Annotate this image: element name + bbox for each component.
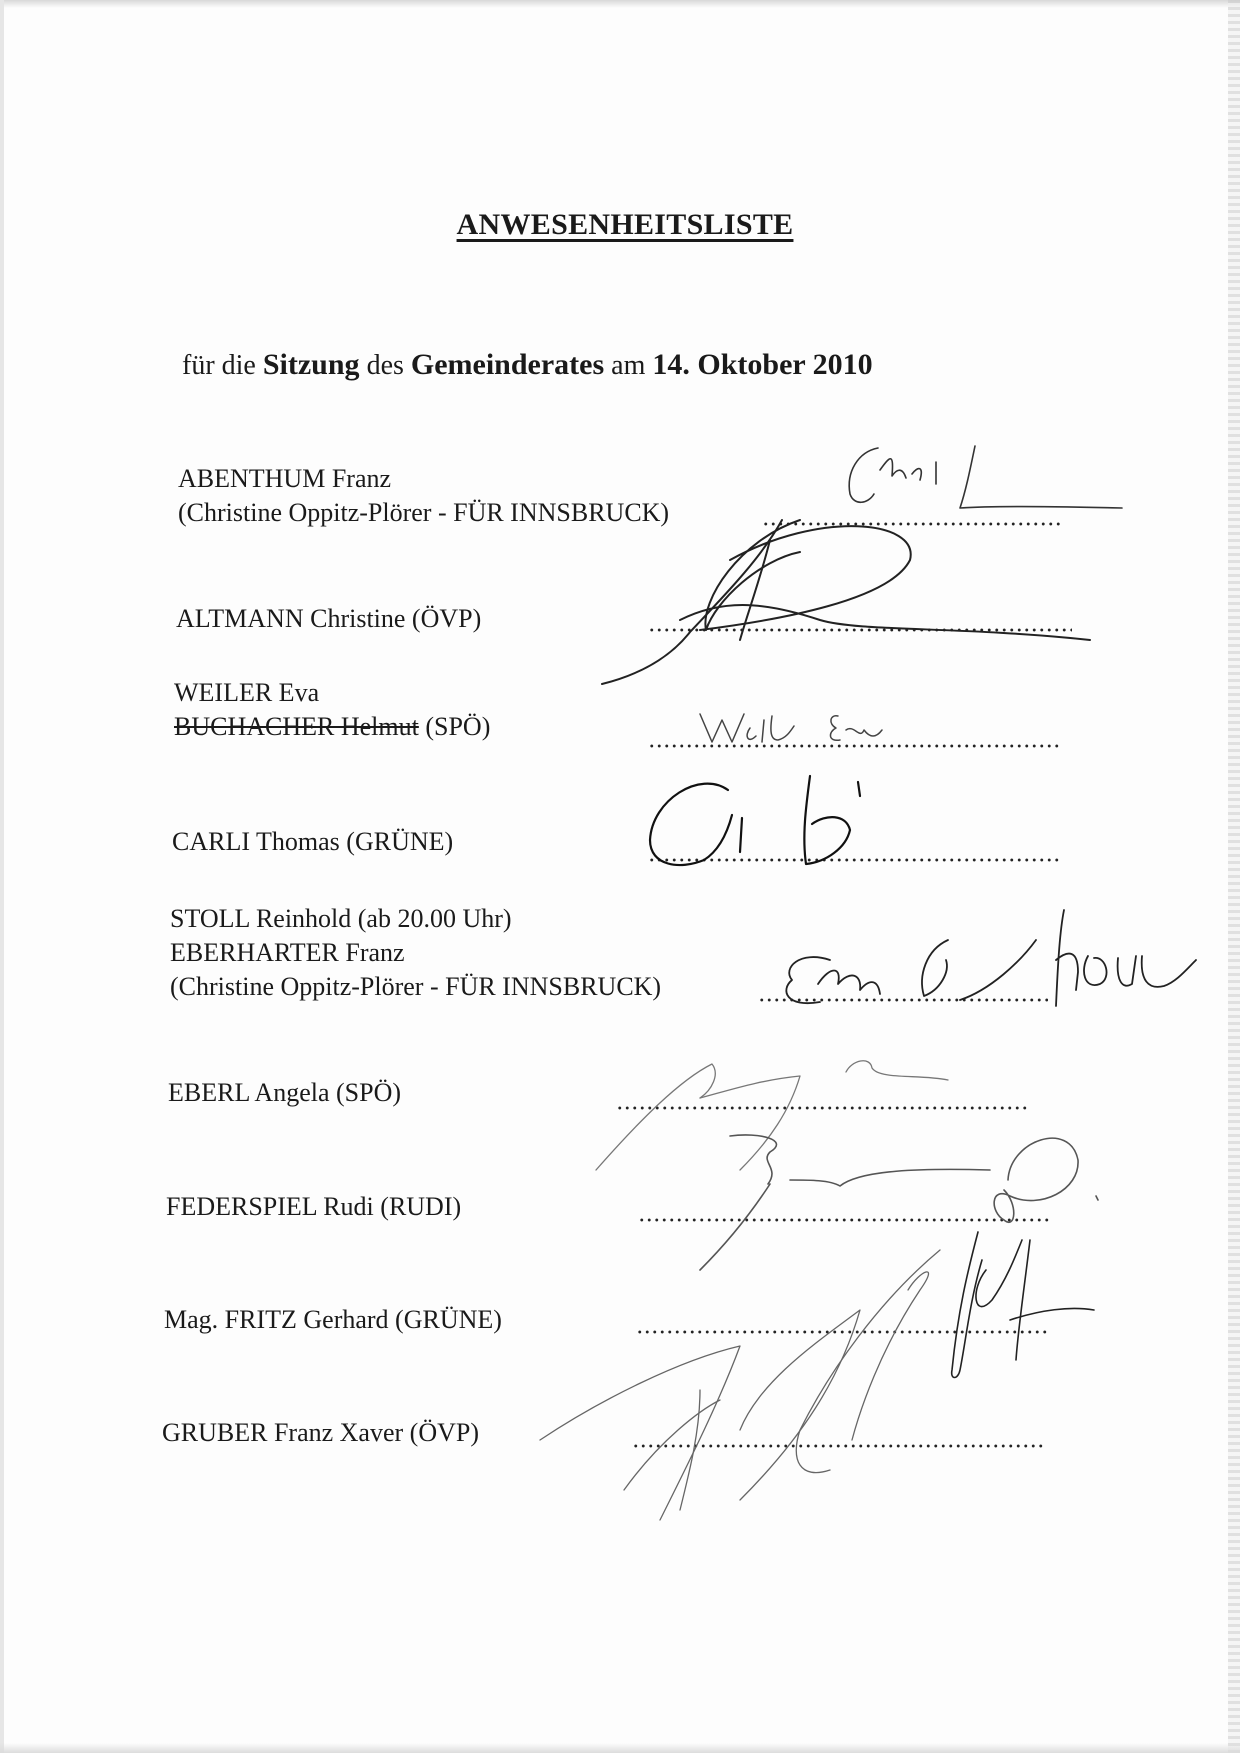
attendee-party: (SPÖ) (418, 712, 491, 741)
attendee-name: STOLL Reinhold (ab 20.00 Uhr) (170, 904, 512, 933)
attendee-name: GRUBER Franz Xaver (ÖVP) (162, 1418, 480, 1447)
attendee-name: WEILER Eva (174, 678, 320, 707)
subtitle-session: Sitzung (262, 348, 360, 381)
signature-gruber (540, 1250, 940, 1520)
signature-eberharter (786, 910, 1196, 1006)
subtitle-date: 14. Oktober 2010 (652, 348, 873, 381)
signature-carli (650, 776, 860, 865)
signature-weiler (700, 714, 882, 742)
attendee-name: CARLI Thomas (GRÜNE) (172, 827, 454, 856)
signature-abenthum (849, 446, 1122, 508)
signature-eberl (596, 1061, 948, 1170)
signature-federspiel (700, 1135, 1098, 1270)
subtitle-text-2: des (359, 350, 411, 381)
attendee-name: ALTMANN Christine (ÖVP) (176, 604, 482, 633)
subtitle-text-3: am (604, 350, 653, 381)
attendee-name: ABENTHUM Franz (178, 464, 392, 493)
attendee-name: FEDERSPIEL Rudi (RUDI) (166, 1192, 462, 1221)
attendee-name-2: EBERHARTER Franz (170, 938, 405, 967)
attendee-substitute: (Christine Oppitz-Plörer - FÜR INNSBRUCK) (170, 972, 662, 1001)
attendee-name: Mag. FRITZ Gerhard (GRÜNE) (164, 1305, 502, 1334)
subtitle-council: Gemeinderates (410, 348, 605, 381)
struck-name: BUCHACHER Helmut (174, 712, 419, 741)
signature-altmann (602, 520, 1090, 684)
document-title: ANWESENHEITSLISTE (456, 208, 794, 241)
signature-fritz (952, 1232, 1094, 1378)
attendee-substitute: (Christine Oppitz-Plörer - FÜR INNSBRUCK) (178, 498, 670, 527)
subtitle-text-1: für die (182, 350, 263, 381)
attendee-name: EBERL Angela (SPÖ) (168, 1078, 402, 1107)
